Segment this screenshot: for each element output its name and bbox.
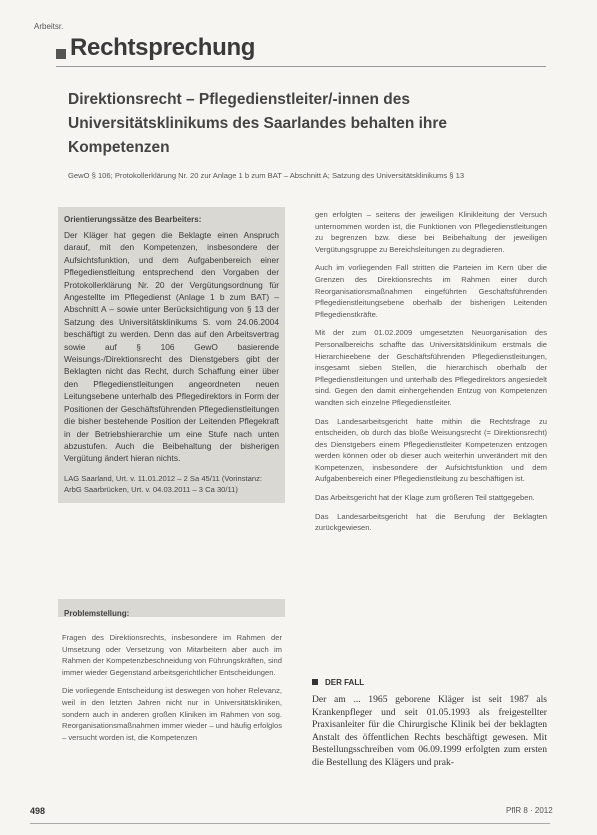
paragraph: Mit der zum 01.02.2009 umgesetzten Neuorganisation des Personalbereichs schaffte das Universitätsklinikum erstmals die Hierarchieebene der Geschäftsführenden Pflegedienstleitungen, insgesamt sieben Stellen, die hierarchisch oberhalb der Pflegedienstleitungen und unterhalb des Pflegedirektors angesiedelt sind. Gegen den damit einhergehenden Entzug von Kompetenzen wandten sich einzelne Pflegedienstleiter. [315,328,547,407]
paragraph: Auch im vorliegenden Fall stritten die Parteien im Kern über die Grenzen des Direktionsrechts im Rahmen einer durch Reorganisationsmaßnahmen eingeführten Geschäftsführenden Pflegedienstleitungsebene oberhalb der bisherigen Leitenden Pflegedienstkräfte. [315,263,547,319]
paragraph: Das Landesarbeitsgericht hatte mithin die Rechtsfrage zu entscheiden, ob durch das bloße Weisungsrecht (= Direktionsrecht) des Dienstgebers einem Pflegedienstleiter Kompetenzen entzogen werden können oder ob dieser auch weiterhin unverändert mit den Kompetenzen, insbesondere der Aufsichtsfunktion und dem Aufgabenbereich einer Pflegedienstleitung zu beschäftigen ist. [315,416,547,484]
orientation-heading: Orientierungssätze des Bearbeiters: [64,215,202,224]
der-fall-heading [312,678,364,687]
header-divider [56,66,546,67]
header-square-marker [56,49,66,59]
right-column [315,209,547,541]
paragraph: Das Landesarbeitsgericht hat die Berufung der Beklagten zurückgewiesen. [315,511,547,533]
der-fall-label: DER FALL [325,678,365,687]
paragraph: Das Arbeitsgericht hat der Klage zum größeren Teil stattgegeben. [315,493,535,503]
square-bullet-icon [312,679,318,685]
section-title: Rechtsprechung [70,34,256,61]
orientation-body: Der Kläger hat gegen die Beklagte einen Anspruch darauf, mit den Kompetenzen, insbesondere der Aufsichtsfunktion, und dem Aufgabenbereich einer Pflegedienstleitung entsprechend den Vorgaben der Protokollerklärung Nr. 20 der Vergütungsordnung für Angestellte im Pflegedienst (Anlage 1 b zum BAT) – Abschnitt A – sowie unter Berücksichtigung von § 13 der Satzung des Universitätsklinikums S. vom 24.06.2004 beschäftigt zu werden. Denn das auf den Arbeitsvertrag sowie auf § 106 GewO basierende Weisungs-/Direktionsrecht des Dienstgebers gibt der Beklagten nicht das Recht, durch Schaffung einer über den Pflegedienstleitungen angeordneten neuen Leitungsebene unterhalb des Pflegedirektors in Form der Positionen der Geschäftsführenden Pflegedienstleitungen die bisher bestehende Position der Leitenden Pflegekraft in der Betriebshierarchie um eine Stufe nach unten abzustufen. Auch die Beibehaltung der bisherigen Vergütung ändert hieran nichts. [64,230,279,464]
court-reference: LAG Saarland, Urt. v. 11.01.2012 – 2 Sa 45/11 (Vorinstanz: ArbG Saarbrücken, Urt. v. 04.03.2011 – 3 Ca 30/11) [64,473,262,494]
left-column [58,207,285,503]
paragraph: gen erfolgten – seitens der jeweiligen Klinikleitung der Versuch unternommen worden ist, die Funktionen von Pflegedienstleitungen zu begrenzen bzw. diese bei Beibehaltung der jeweiligen Vergütungsgruppe zu Bereichsleitungen zu degradieren. [315,210,547,254]
section-label: Arbeitsr. [34,22,64,31]
journal-issue: PflR 8 · 2012 [506,806,553,815]
paragraph: Fragen des Direktionsrechts, insbesondere im Rahmen der Umsetzung oder Versetzung von Mitarbeitern aber auch im Rahmen der Kompetenzbeschneidung von Führungskräften, sind immer wieder Gegenstand arbeitsgerichtlicher Entscheidungen. [62,633,282,677]
problem-heading: Problemstellung: [64,609,130,618]
orientation-box [58,207,285,503]
legal-references: GewO § 106; Protokollerklärung Nr. 20 zur Anlage 1 b zum BAT – Abschnitt A; Satzung des Universitätsklinikums § 13 [68,171,465,180]
page-number: 498 [30,806,46,816]
article-title: Direktionsrecht – Pflegedienstleiter/-innen des Universitätsklinikums des Saarlandes behalten ihre Kompetenzen [68,91,448,156]
der-fall-text: Der am ... 1965 geborene Kläger ist seit 1987 als Krankenpfleger und seit 01.05.1993 als freigestellter Praxisanleiter für die Chirurgische Klinik bei der beklagten Anstalt des öffentlichen Rechts beschäftigt gewesen. Mit Bestellungsschreiben vom 06.09.1999 erfolgten zum ersten die Bestellung des Klägers und prak- [312,694,547,768]
footer-divider [30,823,550,824]
problem-text [62,632,282,750]
paragraph: Die vorliegende Entscheidung ist deswegen von hoher Relevanz, weil in den letzten Jahren nicht nur in Universitätskliniken, sondern auch in anderen großen Kliniken im Rahmen von sog. Reorganisationsmaßnahmen immer wieder – und häufig erfolglos – versucht worden ist, die Kompetenzen [62,686,282,742]
problem-box [58,599,285,617]
